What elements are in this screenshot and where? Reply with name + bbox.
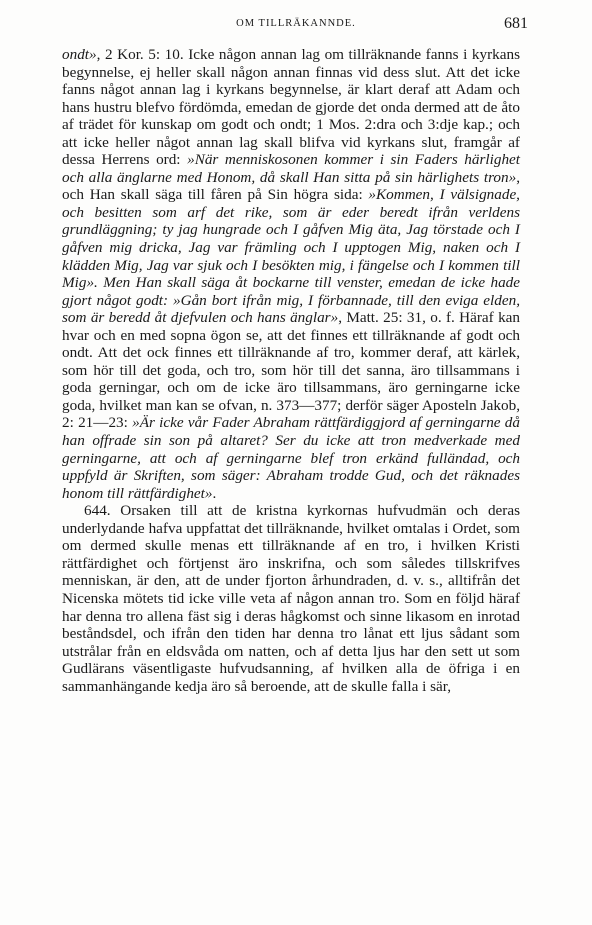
text-run: , och Han skall säga till fåren på Sin högra sida: bbox=[62, 168, 520, 204]
text-run: , 2 Kor. 5: 10. Icke någon annan lag om tillräknande fanns i kyrkans begynnelse, ej heller skall någon annan finnas vid dess slut. Att det icke fanns något annan lag i kyrkans begynnelse, är klart deraf att Adam och hans hustru blefvo fördömda, emedan de gjorde det onda dermed att de åto af trädet för kunskap om godt och ondt; 1 Mos. 2:dra och 3:dje kap.; och att icke heller något annan lag skall blifva vid kyrkans slut, framgår af dessa Herrens ord: bbox=[62, 46, 520, 169]
text-run: »Är icke vår Fader Abraham rättfärdiggjord af gerningarne då han offrade sin son på altaret? Ser du icke att tron medverkade med gerningarne, att och af gerningarne blef tron erkänd fulländad, och uppfyld är Skriften, som säger: Abraham trodde Gud, och det räknades honom till rättfärdighet» bbox=[62, 414, 520, 502]
page-number: 681 bbox=[504, 15, 528, 32]
text-run: 644. Orsaken till att de kristna kyrkornas hufvudmän och deras underlydande hafva uppfattat det tillräknande, hvilket omtalas i Ordet, som om dermed skulle menas ett tillräknande af en tro, i hvilken Kristi rättfärdighet och förtjenst äro inskrifna, och som således tillskrifves menniskan, är den, att de under fjorton århundraden, d. v. s., alltifrån det Nicenska mötets tid icke ville veta af någon annan tro. Som en följd häraf har denna tro allena fäst sig i deras hågkomst och sinne likasom en inrotad beståndsdel, och ifrån den tiden har denna tro lånat ett ljus sådant som utstrålar från en eldsvåda om natten, och af detta ljus har den sett ut som Gudlärans väsentligaste hufvudsanning, af hvilken alla de öfriga i en sammanhängande kedja äro så beroende, att de skulle falla i sär, bbox=[62, 502, 520, 695]
text-run: »Kommen, I välsignade, och besitten som arf det rike, som är eder beredt ifrån verldens grundläggning; ty jag hungrade och I gåfven Mig äta, Jag törstade och I gåfven mig dricka, Jag var främling och I upptogen Mig, naken och I klädden Mig, Jag var sjuk och I besökten mig, i fängelse och I kommen till Mig». Men Han skall säga åt bockarne till venster, emedan de icke hade gjort något godt: »Gån bort ifrån mig, I förbannade, till den eviga elden, som är beredd åt djefvulen och hans änglar» bbox=[62, 186, 520, 327]
body-text bbox=[62, 46, 520, 695]
text-run: »När menniskosonen kommer i sin Faders härlighet och alla änglarne med Honom, då skall Han sitta på sin härlighets tron» bbox=[62, 151, 520, 186]
running-head: OM TILLRÄKANNDE. bbox=[236, 18, 356, 29]
paragraph-1 bbox=[62, 46, 520, 502]
text-run: , Matt. 25: 31, o. f. Häraf kan hvar och en med sopna ögon se, att det finnes ett tillräknande af godt och ondt. Att det ock finnes ett tillräknande af tro, kommer deraf, att kärlek, som hör till det goda, och tro, som hör till det sanna, äro tillsammans i goda gerningar, och om de icke äro tillsammans, äro gerningarne icke goda, hvilket man kan se ofvan, n. 373—377; derför säger Aposteln Jakob, 2: 21—23: bbox=[62, 309, 520, 432]
page-header bbox=[62, 15, 530, 39]
paragraph-2 bbox=[62, 502, 520, 695]
text-run: ondt» bbox=[62, 46, 97, 63]
text-run: . bbox=[212, 484, 217, 502]
